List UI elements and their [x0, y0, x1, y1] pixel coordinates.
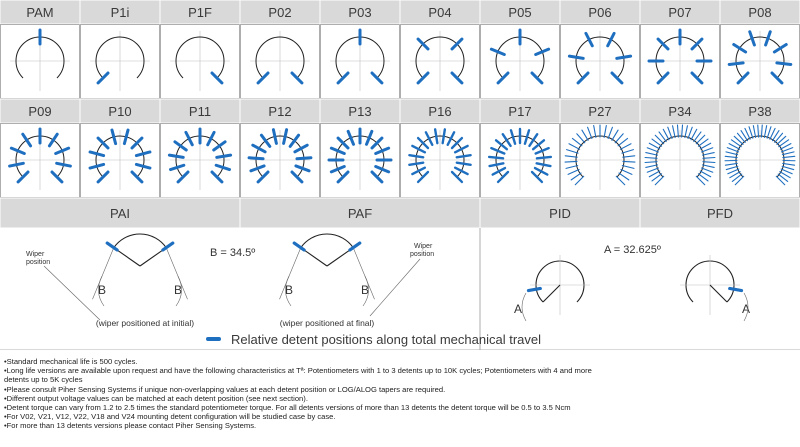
cell-code-label: P07: [668, 5, 692, 20]
detent-cell-p16: [400, 99, 480, 198]
cell-code-label: P38: [748, 104, 772, 119]
detent-grid: [0, 0, 800, 198]
cell-code-label: P17: [508, 104, 532, 119]
header-paf-label: PAF: [347, 206, 373, 221]
header-pai-label: PAI: [110, 206, 130, 221]
detent-cell-p07: [640, 0, 720, 99]
detent-mark-19: [758, 125, 759, 137]
pai-diagram: [26, 234, 194, 328]
cell-code-label: P11: [188, 104, 212, 119]
detent-cell-p38: [720, 99, 800, 198]
header-pfd-label: PFD: [707, 206, 733, 221]
detent-cell-p06: [560, 0, 640, 99]
pfd-diagram: [680, 255, 750, 321]
wiper-label-line2: position: [410, 251, 435, 258]
detent-mark-2: [163, 243, 173, 250]
detent-cell-p04: [400, 0, 480, 99]
travel-arc: [301, 234, 353, 248]
cell-code-label: P10: [108, 104, 132, 119]
detent-mark-1: [107, 243, 117, 250]
detent-cell-p17: [480, 99, 560, 198]
detent-cell-p05: [480, 0, 560, 99]
detent-cell-p34: [640, 99, 720, 198]
cell-code-label: P03: [348, 5, 372, 20]
detent-mark-3: [249, 158, 263, 159]
pid-diagram: [514, 255, 590, 321]
angle-b-left: B: [285, 283, 294, 297]
angle-a-label: A: [742, 302, 751, 316]
detent-mark: [730, 288, 742, 290]
b-value: B = 34.5º: [210, 247, 256, 259]
cell-code-label: P34: [668, 104, 692, 119]
cell-code-label: PAM: [26, 5, 54, 20]
wiper-leader: [44, 266, 100, 320]
note-item: •Different output voltage values can be matched at each detent position (see next section).: [4, 393, 308, 403]
detent-mark-4: [489, 157, 503, 158]
detent-cell-p11: [160, 99, 240, 198]
angle-b-right: B: [361, 283, 370, 297]
note-item: detents up to 5K cycles: [4, 375, 83, 385]
end-radius: [543, 285, 560, 302]
note-item: •Detent torque can vary from 1.2 to 2.5 times the standard potentiometer torque. For all detents versions of more than 13 detents the detent torque will be 0.5 to 3.5 Ncm: [4, 403, 571, 413]
detent-mark-1: [294, 243, 304, 250]
cell-code-label: P08: [748, 5, 772, 20]
cell-code-label: P09: [28, 104, 52, 119]
a-value: A = 32.625º: [604, 244, 661, 256]
detent-cell-p27: [560, 99, 640, 198]
notes-list: [4, 357, 796, 431]
detent-cell-p02: [240, 0, 320, 99]
travel-arc: [114, 234, 166, 248]
pai-caption: (wiper positioned at initial): [95, 318, 195, 328]
wiper-leader: [370, 259, 420, 316]
cell-code-label: P13: [348, 104, 372, 119]
detent-cell-p12: [240, 99, 320, 198]
cell-code-label: P1i: [110, 5, 130, 20]
detent-mark-2: [729, 63, 743, 65]
end-radius: [710, 285, 727, 302]
detent-cell-p03: [320, 0, 400, 99]
cell-code-label: P04: [428, 5, 452, 20]
bottom-section: [0, 198, 800, 350]
detent-mark-14: [537, 157, 551, 158]
note-item: •Long life versions are available upon request and have the following characteristics at Tª: Potentiometers with 1 to 3 detents up to 10K cycles; Potentiometers with 4 and more: [4, 366, 592, 376]
cell-code-label: P27: [588, 104, 612, 119]
wiper-label-line1: Wiper: [414, 243, 433, 250]
wiper-label-line1: Wiper: [26, 251, 45, 258]
detent-cell-p08: [720, 0, 800, 99]
angle-a-label: A: [514, 302, 523, 316]
legend-text: Relative detent positions along total mechanical travel: [231, 332, 542, 347]
detent-cell-p10: [80, 99, 160, 198]
note-item: •For V02, V21, V12, V22, V18 and V24 mounting detent configuration will be studied case by case.: [4, 412, 336, 422]
detent-mark-5: [565, 161, 577, 162]
detent-cell-pam: [0, 0, 80, 99]
detent-mark-7: [777, 63, 791, 65]
note-item: •Standard mechanical life is 500 cycles.: [4, 357, 138, 366]
detent-cell-p13: [320, 99, 400, 198]
cell-code-label: P05: [508, 5, 532, 20]
detent-cell-p1f: [160, 0, 240, 99]
cell-code-label: P1F: [188, 5, 212, 20]
wiper-label-line2: position: [26, 259, 51, 266]
angle-b-right: B: [174, 283, 183, 297]
detent-mark-20: [761, 125, 762, 137]
cell-code-label: P02: [268, 5, 292, 20]
paf-caption: (wiper positioned at final): [279, 318, 375, 328]
detent-mark-10: [297, 158, 311, 159]
detent-mark-23: [623, 161, 635, 162]
detent-cell-p09: [0, 99, 80, 198]
detent-mark-2: [350, 243, 360, 250]
note-item: •Please consult Piher Sensing Systems if unique non-overlapping values at each detent position or LOG/ALOG tapers are required.: [4, 384, 446, 394]
header-pid-label: PID: [549, 206, 571, 221]
cell-code-label: P12: [268, 104, 292, 119]
angle-b-left: B: [98, 283, 107, 297]
cell-code-label: P16: [428, 104, 452, 119]
angle-a-arc: [522, 293, 526, 321]
note-item: •For more than 13 detents versions please contact Piher Sensing Systems.: [4, 421, 257, 431]
detent-mark: [528, 288, 540, 290]
cell-code-label: P06: [588, 5, 612, 20]
detent-cell-p1i: [80, 0, 160, 99]
paf-diagram: [279, 234, 434, 328]
